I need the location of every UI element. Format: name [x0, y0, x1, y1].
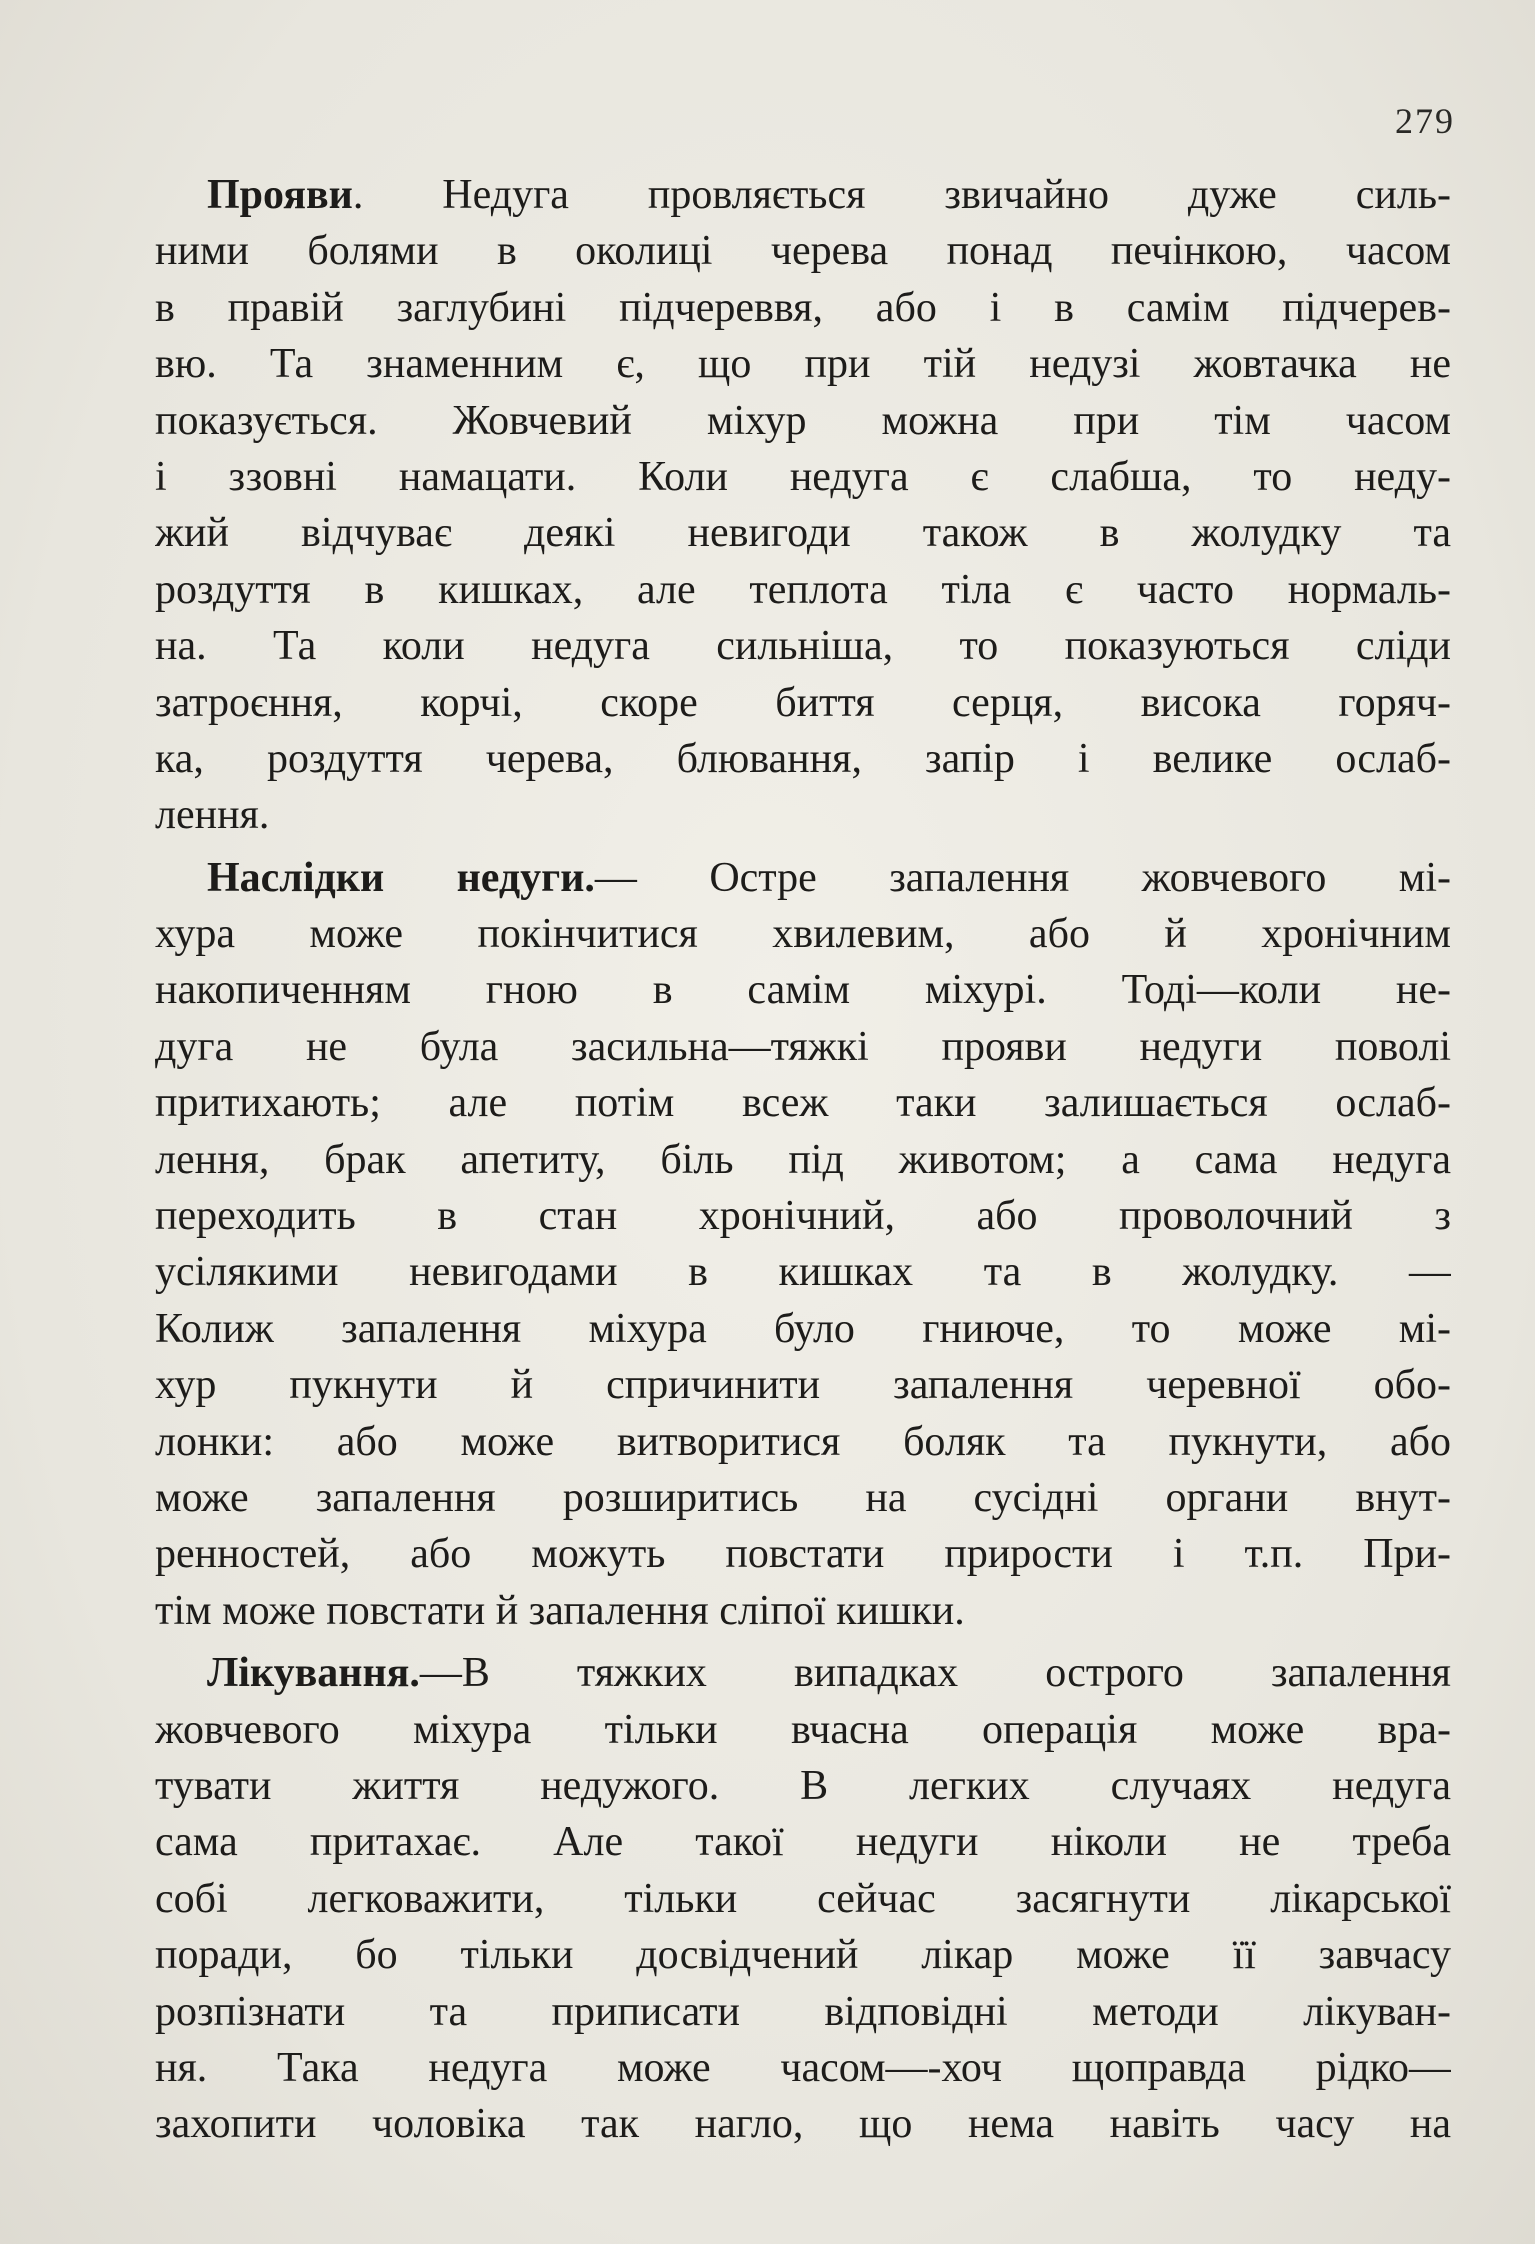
text-line: сама притахає. Але такої недуги ніколи не треба: [155, 1819, 1451, 1866]
text-line: ка, роздуття черева, блювання, запір і велике ослаб-: [155, 735, 1451, 782]
text-line: вю. Та знаменним є, що при тій недузі жовтачка не: [155, 341, 1451, 388]
text-line: усілякими невигодами в кишках та в жолудку. —: [155, 1249, 1451, 1296]
body-text: [155, 167, 1451, 2153]
text-line: розпізнати та приписати відповідні методи лікуван-: [155, 1988, 1451, 2035]
text-line: хур пукнути й спричинити запалення черевної обо-: [155, 1362, 1451, 1409]
text-line: роздуття в кишках, але теплота тіла є часто нормаль-: [155, 566, 1451, 613]
text-line: лення.: [155, 792, 270, 839]
text-line-rest: — Остре запалення жовчевого мі-: [594, 854, 1451, 901]
text-line: затроєння, корчі, скоре биття серця, висока горяч-: [155, 679, 1451, 726]
text-line: накопиченням гною в самім міхурі. Тоді—коли не-: [155, 967, 1451, 1014]
text-line-rest: —В тяжких випадках острого запалення: [419, 1650, 1451, 1697]
text-line: може запалення розширитись на сусідні органи внут-: [155, 1474, 1451, 1521]
text-line: притихають; але потім всеж таки залишається ослаб-: [155, 1080, 1451, 1127]
text-line: показується. Жовчевий міхур можна при тім часом: [155, 397, 1451, 444]
section-heading: Лікування.: [207, 1650, 420, 1697]
text-line: ренностей, або можуть повстати прирости і т.п. При-: [155, 1531, 1451, 1578]
text-line: [155, 850, 1451, 906]
text-line: хура може покінчитися хвилевим, або й хронічним: [155, 911, 1451, 958]
text-line: лонки: або може витворитися боляк та пукнути, або: [155, 1418, 1451, 1465]
section-heading: Прояви: [207, 172, 353, 218]
text-line: дуга не була засильна—тяжкі прояви недуги поволі: [155, 1023, 1451, 1070]
text-line: тім може повстати й запалення сліпої кишки.: [155, 1587, 965, 1634]
text-line: і ззовні намацати. Коли недуга є слабша, то неду-: [155, 453, 1451, 500]
text-line: лення, брак апетиту, біль під животом; а сама недуга: [155, 1136, 1451, 1183]
text-line: жовчевого міхура тільки вчасна операція може вра-: [155, 1706, 1451, 1753]
text-line: ня. Така недуга може часом—-хоч щоправда рідко—: [155, 2044, 1451, 2091]
section-symptoms: [155, 167, 1451, 844]
text-line: переходить в стан хронічний, або проволочний з: [155, 1193, 1451, 1240]
section-heading: Наслідки недуги.: [207, 854, 595, 901]
text-line: Колиж запалення міхура було гниюче, то може мі-: [155, 1305, 1451, 1352]
text-line: на. Та коли недуга сильніша, то показуються сліди: [155, 623, 1451, 670]
section-consequences: [155, 850, 1451, 1639]
text-line: собі легковажити, тільки сейчас засягнути лікарської: [155, 1875, 1451, 1922]
text-line: в правій заглубині підчереввя, або і в самім підчерев-: [155, 284, 1451, 331]
text-line: тувати життя недужого. В легких случаях недуга: [155, 1762, 1451, 1809]
text-line-rest: . Недуга провляється звичайно дуже силь-: [352, 172, 1451, 218]
text-line: [155, 167, 1451, 223]
text-line: ними болями в околиці черева понад печінкою, часом: [155, 228, 1451, 275]
text-line: захопити чоловіка так нагло, що нема навіть часу на: [155, 2101, 1451, 2148]
text-line: поради, бо тільки досвідчений лікар може її завчасу: [155, 1932, 1451, 1979]
text-line: [155, 1645, 1451, 1701]
page-number: 279: [1395, 101, 1455, 141]
section-treatment: [155, 1645, 1451, 2153]
text-line: жий відчуває деякі невигоди також в жолудку та: [155, 510, 1451, 557]
